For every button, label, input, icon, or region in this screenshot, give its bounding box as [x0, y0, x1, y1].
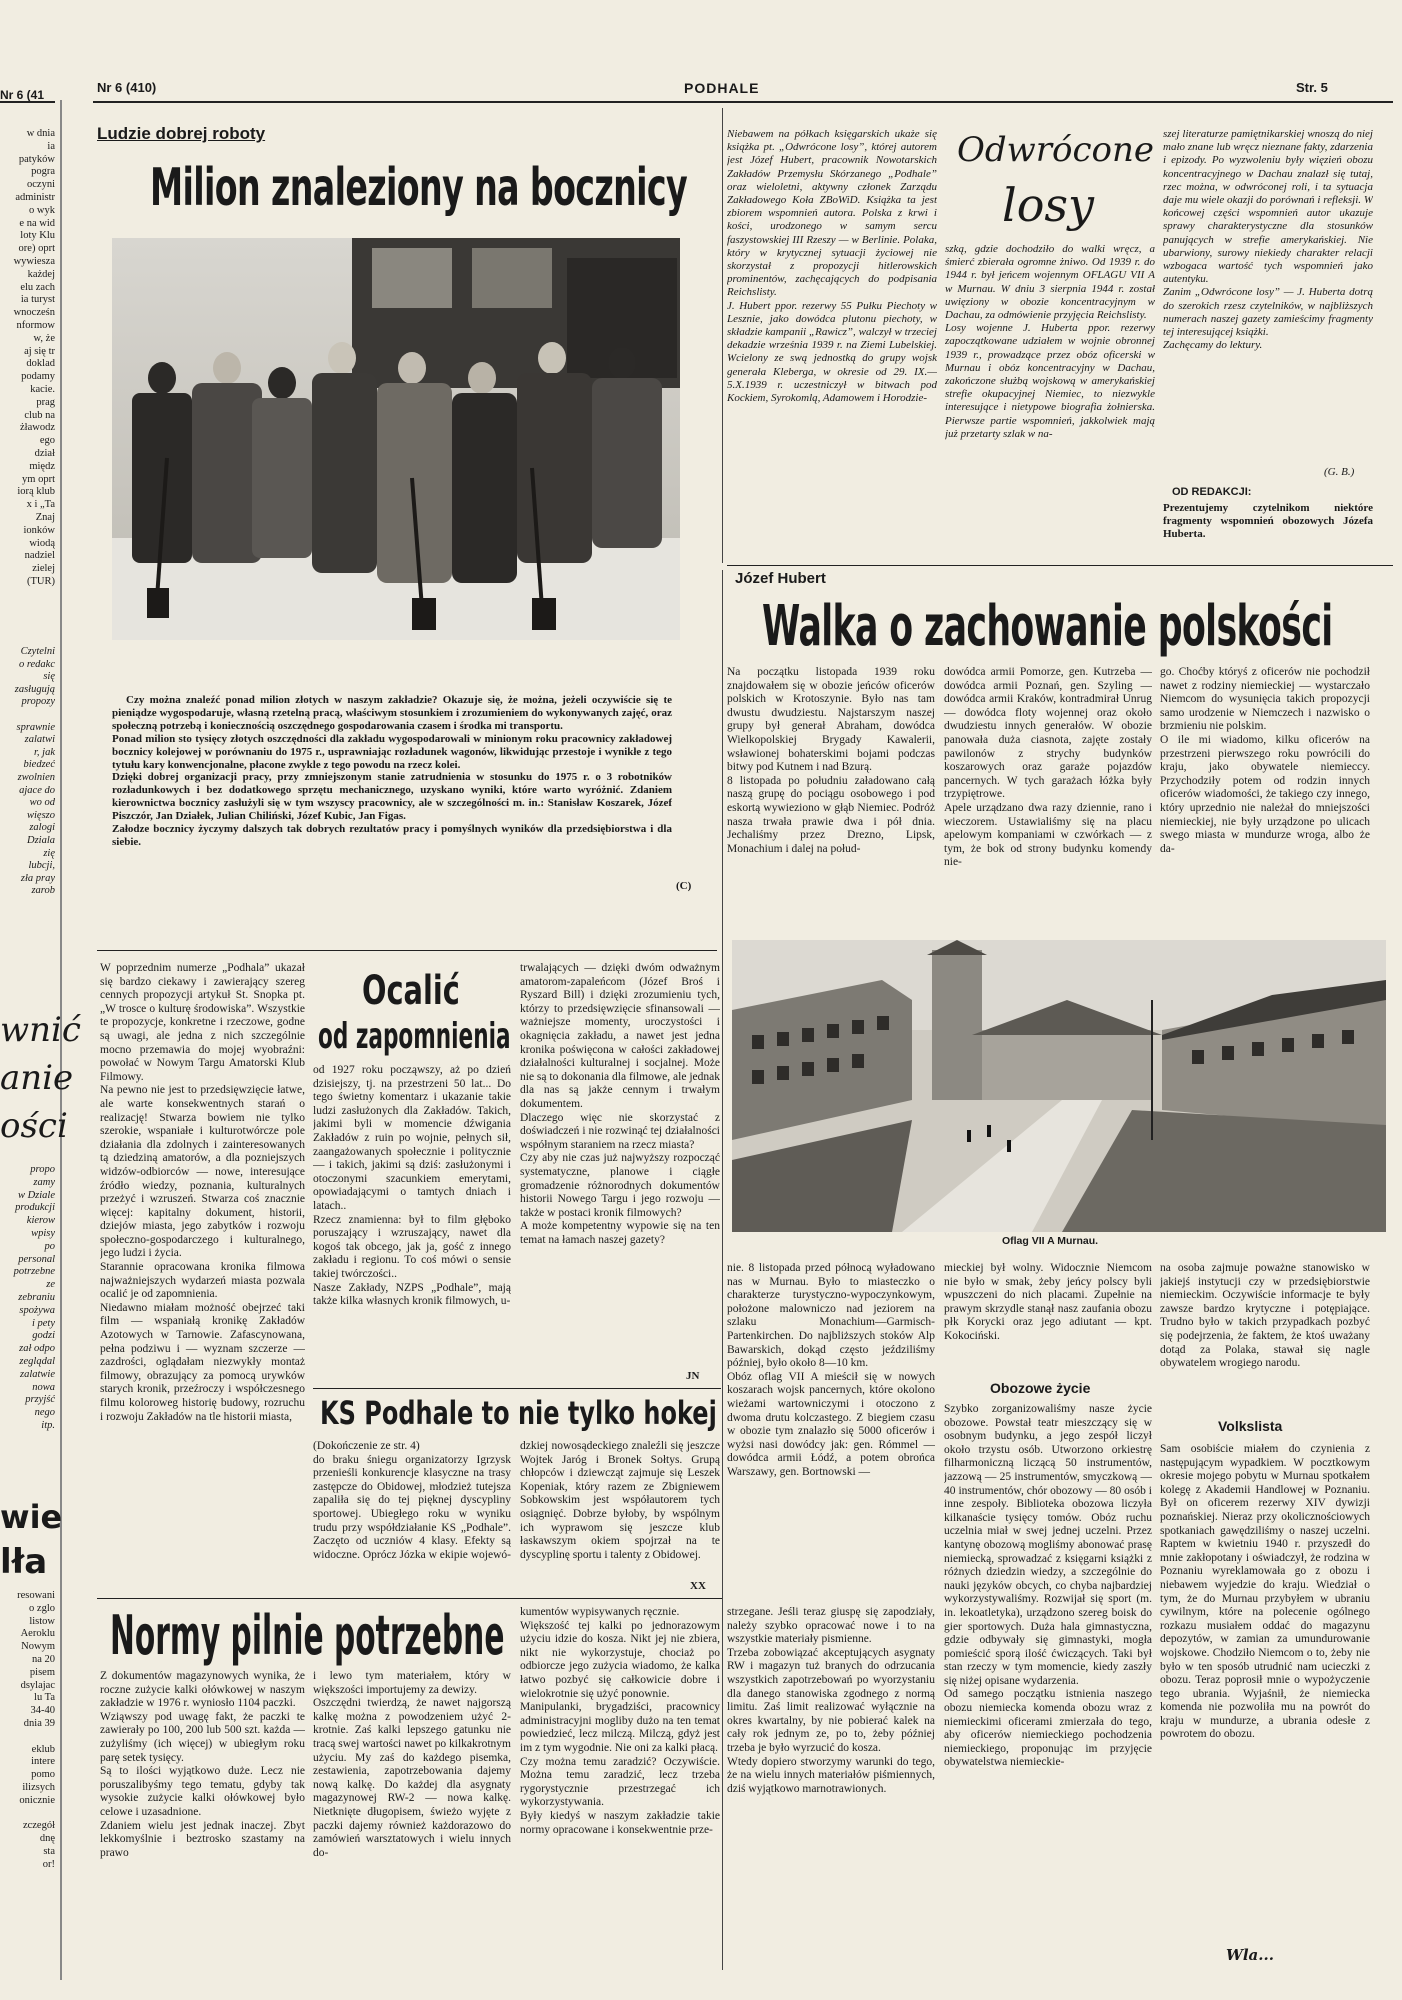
left-strip-heading-1: wnić	[0, 1010, 81, 1050]
page-number: Str. 5	[1296, 80, 1328, 95]
odwrocone-col-left: Niebawem na półkach księgarskich ukaże się książka pt. „Odwrócone losy”, której autorem jest Józef Hubert, pracownik Nowotarskich Zakładów Przemysłu Skórzanego „Podhale” oraz wieloletni, aktywny członek Zarządu Zakładowego Koła ZBoWiD. Książka ta jest zbiorem wspomnień autora. Polska z krwi i kości, urodzonego w samym sercu faszystowskiej III Rzeszy — w Berlinie. Polaka, który w krytycznej sytuacji życiowej nie skorzystał z propozycji hitlerowskich prominentów, zachęcających do podpisania Reichslisty. J. Hubert ppor. rezerwy 55 Pułku Piechoty w Lesznie, jako dowódca plutonu piechoty, w składzie kampanii „Rawicz”, walczył w trzeciej dekadzie września 1939 r. na Ziemi Lubelskiej. Wcielony ze swą jednostką do grupy wojsk generała Kleberga, w okresie od 29. IX.—5.X.1939 r. uczestniczył w bitwach pod Kockiem, Syrokomlą, Adamowem i Horodzie-	[727, 128, 937, 405]
odwrocone-col-mid: szką, gdzie dochodziło do walki wręcz, a śmierć zbierała ogromne żniwo. Od 1939 r. do 1944 r. był jeńcem wojennym OFLAGU VII A w Murnau. W dniu 3 sierpnia 1944 r. został uwięziony w obozie koncentracyjnym w Dachau, za odmówienie przyjęcia Reichslisty. Losy wojenne J. Huberta ppor. rezerwy zapoczątkowane udziałem w wojnie obronnej 1939 r., prowadzące przez obóz oficerski w Murnau i obóz koncentracyjny w Dachau, zakończone służbą wojskową w amerykańskiej strefie okupacyjnej Niemiec, to niezwykle interesujące i nietypowe biografia żołnierska. Pierwsze partie wspomnień, jakkolwiek mają już przetarty szlak w na-	[945, 243, 1155, 440]
article1-sign: (C)	[676, 880, 692, 892]
normy-col-1: Z dokumentów magazynowych wynika, że roczne zużycie kalki ołówkowej w naszym zakładzie w 1976 r. wyniosło 1104 paczki. Wziąwszy pod uwagę fakt, że paczki te zawierały po 100, 200 lub 500 szt. każda — zużyliśmy (ich więcej) w ubiegłym roku parę setek tysięcy. Są to ilości wyjątkowo duże. Lecz nie poruszalibyśmy tego tematu, gdyby tak wysokie zużycie kalki ołówkowej było celowe i uzasadnione. Zdaniem wielu jest jednak inaczej. Zbyt lekkomyślnie i beztrosko szastamy na prawo	[100, 1670, 305, 1859]
walka-headline: Walka o zachowanie polskości	[762, 594, 1333, 659]
oflag-camp-photo	[732, 940, 1386, 1232]
left-strip-col1: w dnia ia patyków pogra oczyni administr o wyk e na wid loty Klu ore) oprt wywiesza każdej elu zach ia turyst wnocześn nformow w, że aj się tr doklad podamy kacie. prag club na żławodz ego dział międz ym oprt iorą klub x i „Ta Znaj ionków wiodą nadziel zielej (TUR)	[13, 128, 55, 587]
walka-col-3: go. Choćby któryś z oficerów nie pochodził nawet z rodziny niemieckiej — wystarczało Niemcom do wysunięcia takich propozycji samo urodzenie w Niemczech i nazwisko o brzmieniu nie polskim. O ile mi wiadomo, kilku oficerów na przestrzeni pierwszego roku powrócili do kraju, jako obywatele niemieccy. Przychodziły potem od rodzin innych oficerów wiadomości, że takiego czy innego, który uprzednio nie należał do mniejszości niemieckiej, nie były urządzone po ulicach swego miasta w mundurze wroga, albo że da-	[1160, 666, 1370, 855]
article1-photo	[112, 238, 680, 640]
col-rule-2	[722, 570, 723, 1970]
walka-subhead-obozowe: Obozowe życie	[990, 1380, 1091, 1396]
walka-col-4: nie. 8 listopada przed północą wyładowano nas w Murnau. Było to miasteczko o charakterze turystyczno-wypoczynkowym, położone malowniczo nad jeziorem na szlaku Monachium—Garmisch-Partenkirchen. Do najbliższych stoków Alp Bawarskich, dokąd często jeździliśmy później, było około 8—10 km. Obóz oflag VII A mieścił się w nowych koszarach wojsk pancernych, które okolono wieżami wartowniczymi i otoczono z dwoma drutu kolczastego. Z biegiem czasu w obozie tym znalazło się 5000 oficerów i wyżsi nasi dowódcy jak: gen. Rómmel — dowódca armii Łódź, a potem obrońca Warszawy, gen. Bortnowski —	[727, 1262, 935, 1478]
odwrocone-bottom-rule	[727, 565, 1393, 566]
col-rule-1	[722, 108, 723, 563]
left-strip-heading-2: anie	[0, 1058, 74, 1098]
oflag-photo	[732, 940, 1386, 1232]
left-strip-col4: resowani o zglo listow Aeroklu Nowym na 20 pisem dsylajac lu Ta 34-40 dnia 39 eklub intere pomo ilizsych onicznie zczegół dnę sta or!	[17, 1590, 55, 1870]
ocalic-sign: JN	[686, 1370, 700, 1382]
ks-headline: KS Podhale to nie tylko hokej	[320, 1394, 717, 1432]
ocalic-col-2: od 1927 roku począwszy, aż po dzień dzisiejszy, tj. na przestrzeni 50 lat... Do tego świetny komentarz i ukazanie takie ludzi zasłużonych dla Zakładów. Takich, jakimi byli w momencie dźwigania Zakładów z ruin po wojnie, pełnych sił, zaangażowanych społecznie i politycznie — i takich, jakimi są dziś: zasłużonymi i otoczonymi szacunkiem emerytami, opowiadającymi o tamtych dniach i latach.. Rzecz znamienna: był to film głęboko poruszający i wzruszający, nawet dla kogoś tak obcego, jak ja, gość z innego zakładu i regionu. To coś mówi o sensie takiej twórczości.. Nasze Zakłady, NZPS „Podhale”, mają także kilka własnych kronik filmowych, u-	[313, 1064, 511, 1308]
left-strip-col2: Czytelni o redakc się zasługują propozy sprawnie zalatwi r, jak biedzeć zwolnien ajace do wo od więszo zalogi Dziala zię lubcji, zła pray zarob	[14, 646, 55, 897]
left-strip-col3: propo zamy w Dziale produkcji kierow wpisy po personal potrzebne ze zebraniu spożywa i pety godzi zał odpo zeglądal zalatwie nowa przyjść nego itp.	[13, 1164, 55, 1431]
ocalic-col-1: W poprzednim numerze „Podhala” ukazał się bardzo ciekawy i zawierający szereg cennych propozycji artykuł St. Snopka pt. „W trosce o kulturę środowiska”. Wszystkie te propozycje, konkretne i rzeczowe, godne są uwagi, ale jedna z nich szczególnie mocno przemawia do mojej wyobraźni: powołać w Nowym Targu Amatorski Klub Filmowy. Na pewno nie jest to przedsięwzięcie łatwe, ale warte konsekwentnych starań o realizację! Stwarza bowiem nie tylko szerokie, wspaniałe i kulturotwórcze pole działania dla zdolnych i zainteresowanych tą dziedziną amatorów, a dla pozniejszych widzów-odbiorców — nowe, interesujące źródło wiedzy, poznania, kulturalnych przeżyć i wzruszeń. Stwarza coś znacznie więcej: kapitalny dokument, historii, dziejów miasta, jego zabytków i rozwoju społeczno-gospodarczego i kulturalnego, jego ludzi i życia. Starannie opracowana kronika filmowa najważniejszych wydarzeń miasta pozwala ocalić je od zapomnienia. Niedawno miałam możność obejrzeć taki film — wspaniałą kronikę Zakładów Azotowych w Tarnowie. Zafascynowana, pełna podziwu i — wyznam szczerze — zazdrości, oglądałam niezwykły montaż filmowy, obrazujący za pomocą urywków starych kronik, przeźroczy i współczesnego filmu koloroweg historię budowy, rozruchu i rozwoju Zakładów na tle historii miasta,	[100, 962, 305, 1423]
oflag-caption: Oflag VII A Murnau.	[1001, 1235, 1099, 1247]
left-strip-heading-5: lła	[0, 1542, 48, 1582]
normy-headline: Normy pilnie potrzebne	[110, 1604, 505, 1667]
walka-col-6b: Sam osobiście miałem do czynienia z następującym wypadkiem. W pocztkowym okresie mojego pobytu w Murnau spotkałem kolegę z Akademii Handlowej w Poznaniu. Był on oficerem rezerwy XIV dywizji poznańskiej. Nieraz przy okolicznościowych spotkaniach gawędziliśmy o naszej uczelni. Raptem w kwietniu 1940 r. przyszedł do mnie zakłopotany i oświadczył, że rodzina w Poznaniu wyreklamowała go z obozu i niebawem wyjedzie do kraju. Wiedział o tym, że do Murnau przybyłem w ubraniu cywilnym, które na polecenie ogólnego rozkazu musiałem oddać do magazynu depozytów, w zamian za umundurowanie wojskowe. Chodziło Niemcom o to, żeby nie było w ten sposób utrudnić nam ucieczki z obozu. Teraz poprosił mnie o wypożyczenie tego ubrania. Wyjaśnił, że niemiecka komenda nie pozwoliła mu na powrót do kraju w mundurze, a ubrania odesłe z powrotem do obozu.	[1160, 1443, 1370, 1741]
odwrocone-col-right: szej literaturze pamiętnikarskiej wnoszą do niej mało znane lub wręcz nieznane fakty, zdarzenia i epizody. Po wyzwoleniu były więzień obozu koncentracyjnego w Dachau znalazł się tutaj, rzec można, w odwróconej roli, i ta sytuacja daje mu wiele okazji do porównań i refleksji. W końcowej części wspomnień autor ukazuje sprawy charakterystyczne dla stosunków panujących w strefie amerykańskiej. Nie ubarwiony, surowy niekiedy charakter relacji wzbogaca wartość tych wspomnień jako autentyku. Zanim „Odwrócone losy” — J. Huberta dotrą do szerokich rzesz czytelników, w najbliższych numerach naszej gazety zamieścimy fragmenty tej interesującej książki. Zachęcamy do lektury.	[1163, 128, 1373, 352]
walka-col-6: na osoba zajmuje poważne stanowisko w jakiejś instytucji czy w przedsiębiorstwie niemieckim. Oczywiście informacje te były zawsze bardzo krytyczne i potępiające. Trudno było w takich przypadkach pozbyć się podejrzenia, że faktem, że ktoś uważany dotąd za Polaka, stawał się nagle obywatelem wrogiego narodu.	[1160, 1262, 1370, 1370]
walka-col-5: mieckiej był wolny. Widocznie Niemcom nie było w smak, żeby jeńcy polscy byli wpuszczeni do nich placami. Zupełnie na prawym skrzydle stanął nasz zaufania obozu płk Korycki oraz jego adiutant — kpt. Kokociński.	[944, 1262, 1152, 1342]
left-strip-heading-3: ości	[0, 1106, 68, 1146]
newspaper-title: PODHALE	[684, 80, 760, 96]
odwrocone-redakcja-label: OD REDAKCJI:	[1172, 486, 1252, 498]
walka-subhead-volkslista: Volkslista	[1218, 1418, 1283, 1434]
ks-col-1: (Dokończenie ze str. 4) do braku śniegu organizatorzy Igrzysk przenieśli konkurencje klasyczne na trasy zastępcze do Obidowej, młodzież tutejsza zapaliła się do tej pięknej dyscypliny sportowej. Ubiegłego roku w wyniku trudu przy współdziałanie KS „Podhale”. Zaczęto od uczniów 4 klasy. Efekty są widoczne. Oprócz Józka w ekipie wojewó-	[313, 1440, 511, 1561]
signature: Wla...	[1226, 1946, 1274, 1964]
odwrocone-redakcja-text: Prezentujemy czytelnikom niektóre fragmenty wspomnień obozowych Józefa Huberta.	[1163, 502, 1373, 540]
odwrocone-title-2: losy	[1002, 178, 1094, 232]
issue-number: Nr 6 (410)	[97, 80, 157, 95]
walka-col-5b: Szybko zorganizowaliśmy nasze życie obozowe. Powstał teatr mieszczący się w osobnym budynku, a jego zespół liczył około trzystu osób. Utworzono orkiestrę filharmoniczną liczącą 50 instrumentów, jazzową — 25 instrumentów, smyczkową — 40 instrumentów, chór obozowy — 80 osób i inne zespoły. Biblioteka obozowa liczyła kilkanaście tysięcy tomów. Obóz ruchu uczelnia miał w swej jednej uczelni. Przez kantynę obozową mogliśmy abonować prasę niemiecką, sprowadzać z księgarni książki z różnych dziedzin wiedzy, a szczególnie do nauki języków obcych, co chyba najbardziej wykorzystywaliśmy. Rozwijał się sport (m. in. lekoatletyka), urządzono szereg boisk do gier sportowych. Duża hala gimnastyczna, gdzie odbywały się gimnastyki, mogła pomieścić sporą ilość ćwiczących. Taki był stan rzeczy w tym momencie, kiedy zaszły się niżej opisane wydarzenia. Od samego początku istnienia naszego obozu niemiecka komenda obozu wraz z niemieckimi oficerami zmierzała do tego, aby oficerów niemieckiego pochodzenia niemieckiego, proponując im przyjęcie obywatelstwa niemieckie-	[944, 1403, 1152, 1769]
ks-col-2: dzkiej nowosądeckiego znaleźli się jeszcze Wojtek Jaróg i Bronek Sołtys. Grupą chłopców i dziewcząt zajmuje się Leszek Kopeniak, który razem ze Zbigniewem Sobkowskim jest współautorem tych osiągnięć. Dobrze byłoby, by wspólnym ich wyprawom się jeszcze klub łaskawszym okiem spojrzał na te dyscyplinę sportu i talenty z Obidowej.	[520, 1440, 720, 1561]
workers-group-photo	[112, 238, 680, 640]
ocalic-title-2: od zapomnienia	[318, 1016, 511, 1057]
ocalic-col-3: trwalających — dzięki dwóm odważnym amatorom-zapaleńcom (Józef Broś i Ryszard Bill) i dzięki zrozumieniu tych, którzy to przedsięwzięcie sfinansowali — ważniejsze momenty, uroczystości i okagnięcia zakładu, a nawet jest jedna kronika poświęcona w całości zakładowej działalności kulturalnej i socjalnej. Może nie są to dokonania dla filmowe, ale jednak dla nas są jakże cennym i trwałym dokumentem. Dlaczego więc nie skorzystać z doświadczeń i nie rozwinąć tej działalności współnym staraniem na rzecz miasta? Czy aby nie czas już najwyższy rozpocząć systematyczne, planowe i ciągłe gromadzenie różnorodnych dokumentów historii Nowego Targu i jego rozwoju — także w postaci kronik filmowych? A może kompetentny wypowie się na ten temat na łamach naszej gazety?	[520, 962, 720, 1246]
article1-headline: Milion znaleziony na bocznicy	[150, 158, 688, 218]
normy-col-2: i lewo tym materiałem, który w większości importujemy za dewizy. Oszczędni twierdzą, że nawet najgorszą kalkę można z powodzeniem użyć 2-krotnie. Zaś kalki lepszego gatunku nie tracą swej wartości nawet po kilkakrotnym użyciu. My zaś do każdego pisemka, zestawienia, zapotrzebowania dajemy nową kalkę. Do każdej dla asygnaty magazynowej RW-2 — nowa kalkę. Nietknięte długopisem, świeżo wyjęte z paczki dajemy również każdorazowo do zamówień warsztatowych i wielu innych do-	[313, 1670, 511, 1859]
walka-col-1: Na początku listopada 1939 roku znajdowałem się w obozie jeńców oficerów polskich w Krotoszynie. Było nas tam dwustu dwudziestu. Najstarszym naszej grupy był generał Abraham, dowódca Wielkopolskiej Brygady Kawalerii, wsławionej bohaterskimi bojami podczas bitwy pod Kutnem i nad Bzurą. 8 listopada po południu załadowano całą naszą grupę do pociągu osobowego i pod eskortą wywieziono w głąb Niemiec. Podróż nasza trwała prawie dwa i pół dnia. Jechaliśmy przez Drezno, Lipsk, Monachium i dalej na połud-	[727, 666, 935, 855]
walka-col-2: dowódca armii Pomorze, gen. Kutrzeba — dowódca armii Poznań, gen. Szyling — dowódca armii Kraków, kontradmirał Unrug — dowódca floty wojennej oraz około dwudziestu innych generałów. W obozie panowała duża ciasnota, zajęte zostały pawilonów z strychy budynków koszarowych oraz garaże pojazdów pancernych. W tych garażach łóżka były trzypiętrowe. Apele urządzano dwa razy dziennie, rano i wieczorem. Ustawialiśmy się na placu apelowym kompaniami w czwórkach — z tym, że bok od strony budynku komendy nie-	[944, 666, 1152, 869]
normy-col-4: strzegane. Jeśli teraz giuspę się zapodziały, należy szybko opracować nowe i to na wszystkie materiały pismienne. Trzeba zobowiązać akceptujących asygnaty RW i magazyn tuż branych do odrzucania wszystkich zapotrzebowań po wyorzystaniu dla danego stanowiska zgodnego z normą limitu. Zaś limit realizować wyłącznie na okres kwartalny, by nie pobierać kalek na cały rok jednym ze, po to, żeby później trzeba je było wyrzucić do kosza. Wtedy dopiero stworzymy warunki do tego, że na wielu innych materiałów piśmiennych, dziś wyjątkowo marnotrawionych.	[727, 1606, 935, 1795]
article1-kicker: Ludzie dobrej roboty	[97, 124, 266, 143]
left-strip-rule	[0, 101, 55, 103]
ocalic-title-1: Ocalić	[362, 968, 460, 1014]
masthead-rule	[93, 101, 1393, 103]
ks-sign: XX	[690, 1580, 706, 1592]
masthead	[0, 72, 1402, 102]
normy-top-rule	[97, 1598, 722, 1599]
left-margin-issue: Nr 6 (41	[0, 88, 45, 102]
odwrocone-sign: (G. B.)	[1324, 466, 1355, 478]
odwrocone-title-1: Odwrócone	[957, 130, 1154, 170]
normy-col-3: kumentów wypisywanych ręcznie. Większość tej kalki po jednorazowym użyciu idzie do kosza. Nikt jej nie zbiera, nikt nie wykorzystuje, chociaż po odbiorcze jego zużycia wiadomo, że kalka łatwo pozbyć się całkowicie dobre i wielokrotnie się użyć ponownie. Manipulanki, brygadziści, pracownicy administracyjni mogliby dużo na ten temat powiedzieć, lecz milczą. Milczą, gdyż jest im z tym wygodnie. Nie oni za kalki płacą. Czy można temu zaradzić? Oczywiście. Można temu zaradzić, lecz trzeba rygorystycznie przestrzegać ich wykorzystywania. Były kiedyś w naszym zakładzie takie normy opracowane i konsekwentnie prze-	[520, 1606, 720, 1836]
left-strip-heading-4: wie	[0, 1498, 63, 1536]
article1-body: Czy można znaleźć ponad milion złotych w naszym zakładzie? Okazuje się, że można, jeżeli oczywiście się te pieniądze wygospodaruje, własną rzetelną pracą, właściwym stosunkiem i zrozumieniem do wykonywanych zajęć, oraz społeczną potrzebą i koniecznością oszczędnego gospodarowania czasem i środka mi transportu. Ponad milion sto tysięcy złotych oszczędności dla zakładu wygospodarowali w minionym roku pracownicy zakładowej bocznicy kolejowej w porównaniu do 1975 r., usprawniając rozładunek wagonów, likwidując przestoje i wynikłe z tego tytułu kary konwencjonalne, płacone zwykle z tego powodu na rzecz kolei. Dzięki dobrej organizacji pracy, przy zmniejszonym stanie zatrudnienia w stosunku do 1975 r. o 3 robotników rozładunkowych i bez dodatkowego sprzętu mechanicznego, uzyskano wyniki, które warto wyróżnić. Zdaniem kierownictwa bocznicy zasłużyli się w tym wszyscy pracownicy, ale w szczególności m. in.: Stanisław Koszarek, Józef Piszczór, Jan Działek, Julian Chiliński, Józef Kubic, Jan Figas. Załodze bocznicy życzymy dalszych tak dobrych rezultatów pracy i pomyślnych wyników dla przedsiębiorstwa i dla siebie.	[112, 694, 672, 848]
walka-author: Józef Hubert	[735, 570, 826, 587]
ks-top-rule	[313, 1388, 721, 1389]
article1-bottom-rule	[97, 950, 717, 951]
